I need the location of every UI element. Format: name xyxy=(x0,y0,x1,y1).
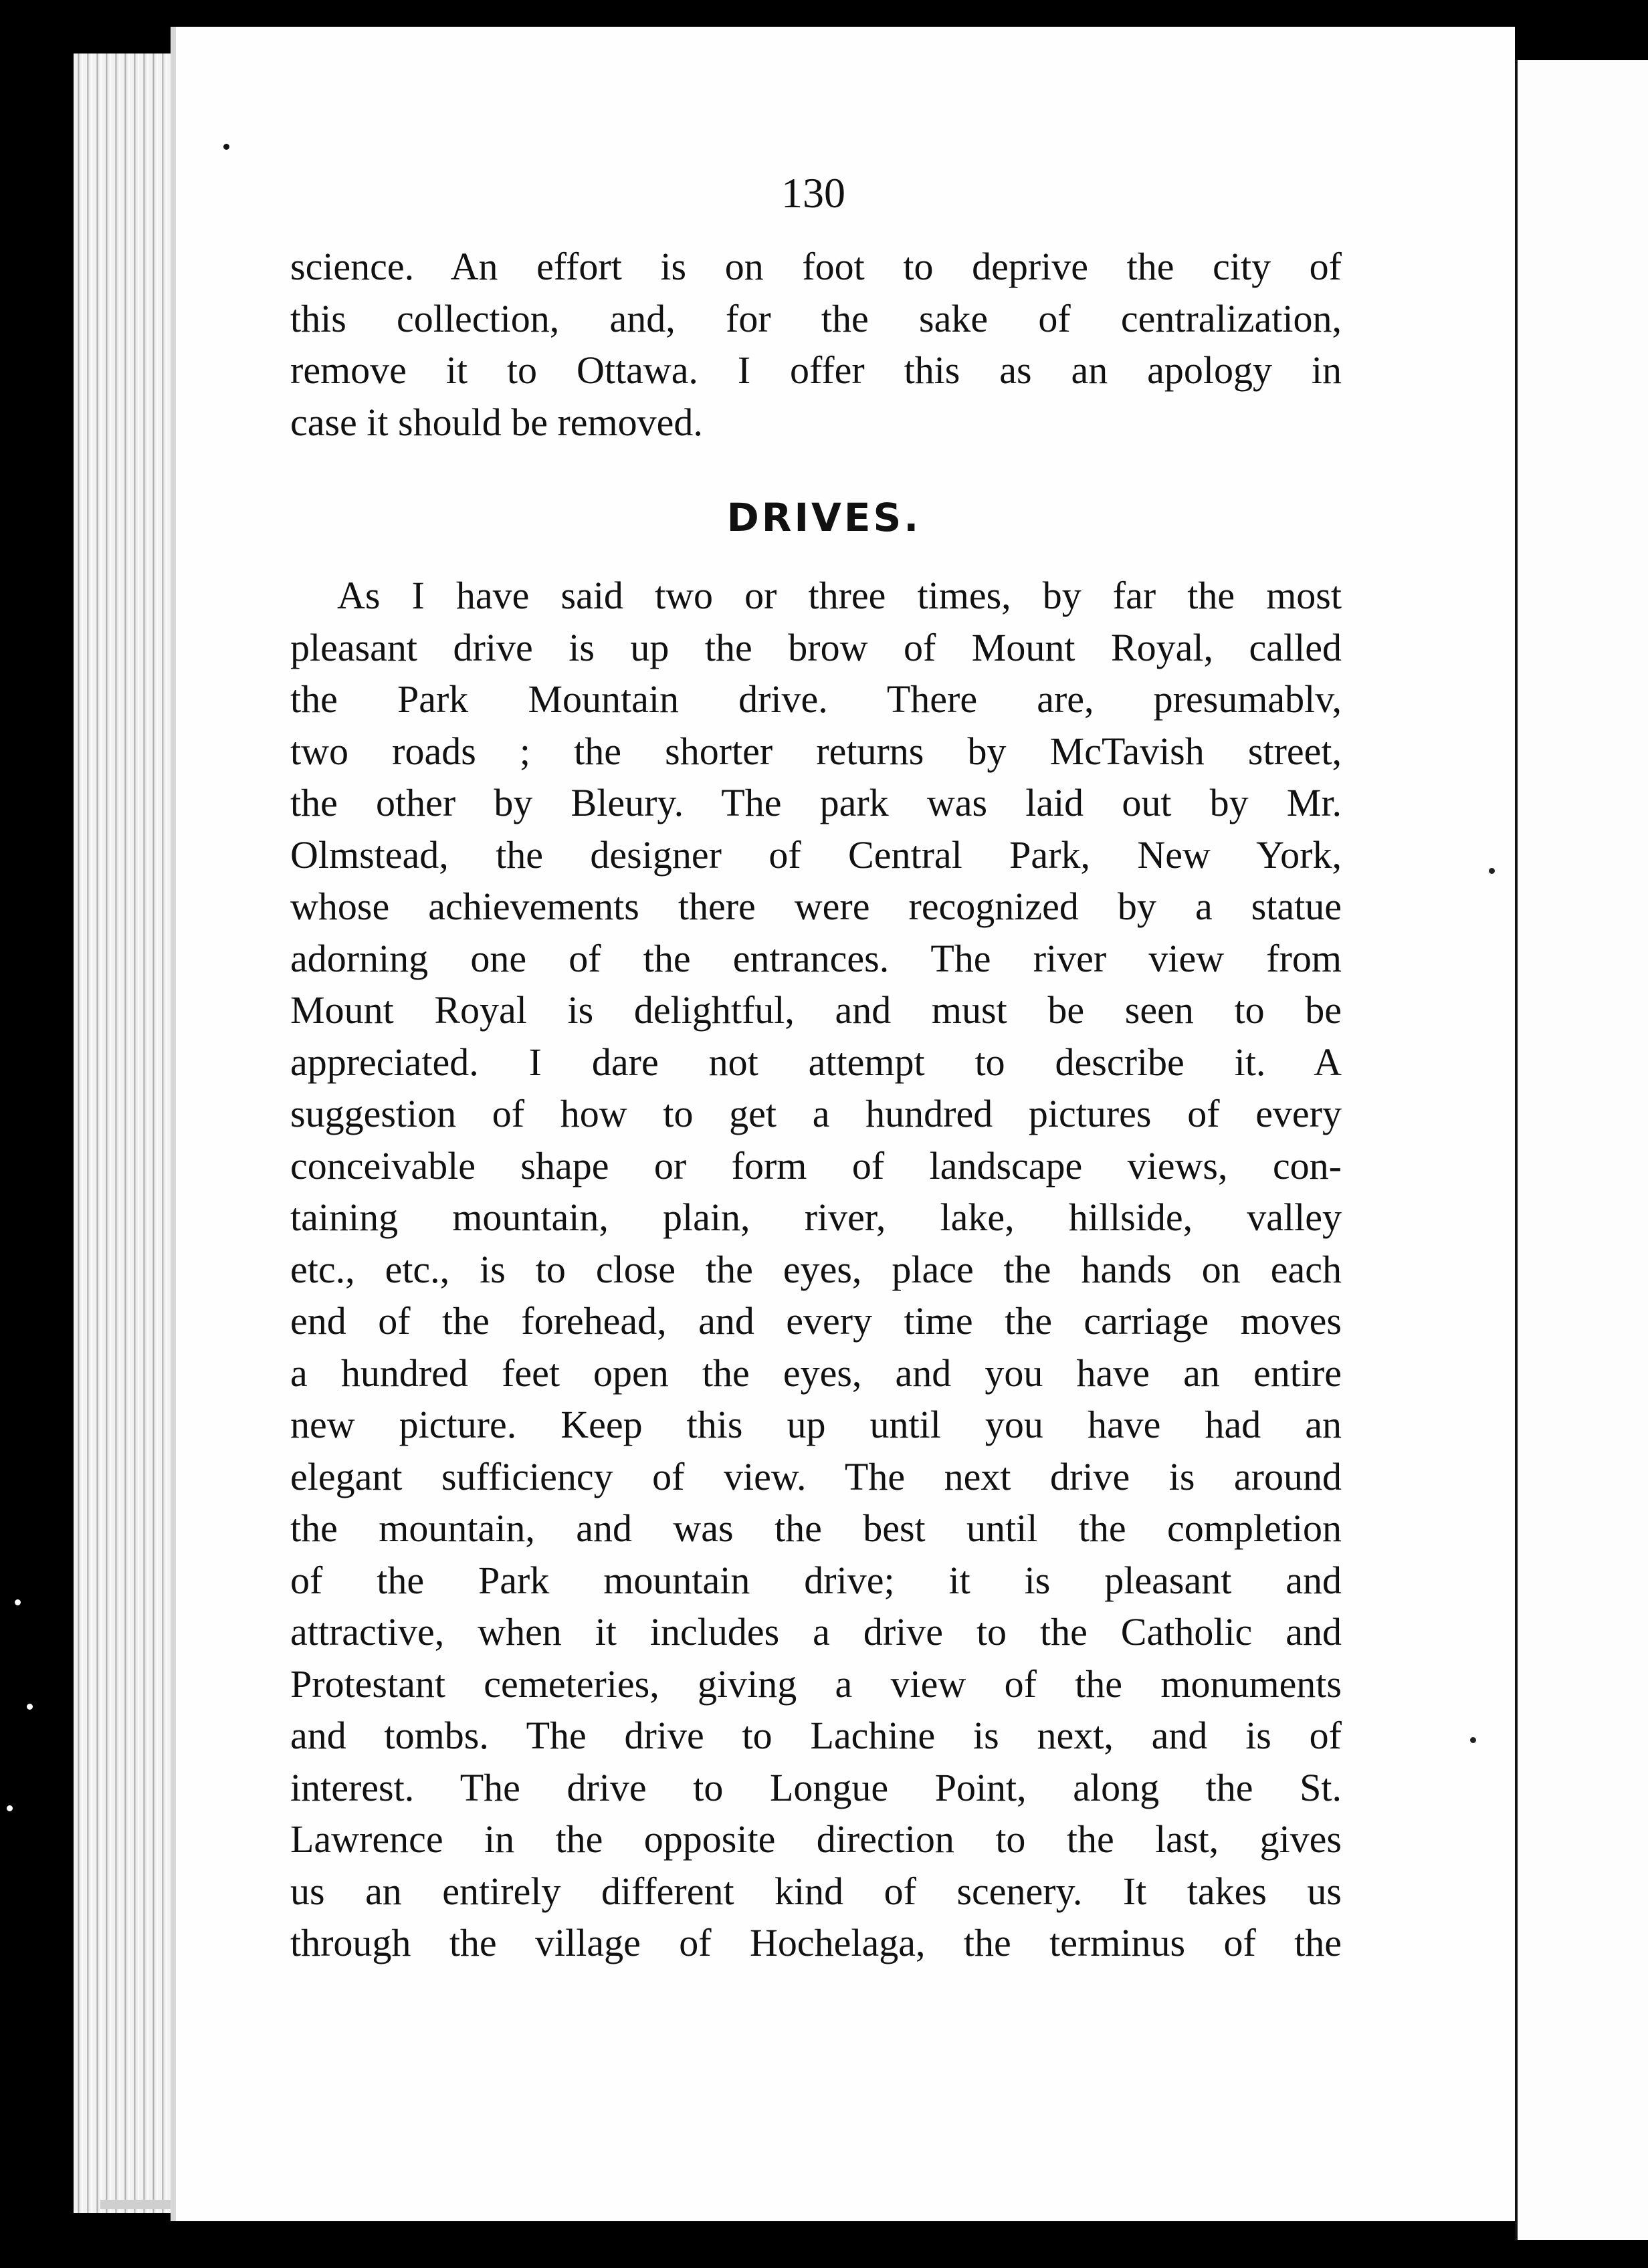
page-number: 130 xyxy=(781,169,845,217)
text-line: and tombs. The drive to Lachine is next, and is of xyxy=(290,1714,1342,1757)
text-line: whose achievements there were recognized by a statue xyxy=(290,885,1342,928)
text-line: interest. The drive to Longue Point, along the St. xyxy=(290,1765,1342,1809)
scan-speck xyxy=(1489,868,1495,874)
text-line: through the village of Hochelaga, the terminus of the xyxy=(290,1921,1342,1964)
drives-paragraph xyxy=(290,570,1342,1969)
text-line: the mountain, and was the best until the completion xyxy=(290,1506,1342,1550)
text-line: new picture. Keep this up until you have had an xyxy=(290,1403,1342,1446)
scan-speck xyxy=(7,1805,13,1811)
text-line: pleasant drive is up the brow of Mount Royal, called xyxy=(290,625,1342,669)
text-line: etc., etc., is to close the eyes, place the hands on each xyxy=(290,1247,1342,1291)
text-line: Olmstead, the designer of Central Park, New York, xyxy=(290,832,1342,877)
text-line: remove it to Ottawa. I offer this as an apology in xyxy=(290,348,1342,392)
text-line: case it should be removed. xyxy=(290,400,703,444)
text-line: of the Park mountain drive; it is pleasant and xyxy=(290,1558,1342,1602)
intro-paragraph xyxy=(290,241,1342,448)
text-line: elegant sufficiency of view. The next drive is around xyxy=(290,1454,1342,1498)
text-line: Mount Royal is delightful, and must be seen to be xyxy=(290,988,1342,1032)
scan-speck xyxy=(15,1599,21,1605)
text-line: this collection, and, for the sake of centralization, xyxy=(290,296,1342,340)
text-line: a hundred feet open the eyes, and you have an entire xyxy=(290,1351,1342,1395)
stacked-page-edges xyxy=(74,53,181,2213)
text-line: science. An effort is on foot to deprive the city of xyxy=(290,245,1342,288)
scan-speck xyxy=(223,144,229,150)
text-line: the other by Bleury. The park was laid out by Mr. xyxy=(290,781,1342,824)
text-line: two roads ; the shorter returns by McTavish street, xyxy=(290,729,1342,773)
text-line: the Park Mountain drive. There are, presumablv, xyxy=(290,677,1342,721)
scan-speck xyxy=(27,1704,33,1710)
scan-speck xyxy=(1470,1737,1476,1743)
section-heading: DRIVES. xyxy=(726,495,922,540)
text-line: end of the forehead, and every time the carriage moves xyxy=(290,1299,1342,1343)
facing-page-edge xyxy=(1515,60,1648,2240)
text-line: us an entirely different kind of scenery. It takes us xyxy=(290,1869,1342,1913)
text-line: appreciated. I dare not attempt to describe it. A xyxy=(290,1040,1342,1084)
text-line: As I have said two or three times, by far the most xyxy=(337,574,1342,617)
text-line: conceivable shape or form of landscape views, con- xyxy=(290,1143,1342,1187)
text-line: Protestant cemeteries, giving a view of the monuments xyxy=(290,1662,1342,1706)
text-line: attractive, when it includes a drive to the Catholic and xyxy=(290,1610,1342,1654)
text-line: taining mountain, plain, river, lake, hillside, valley xyxy=(290,1196,1342,1239)
text-line: adorning one of the entrances. The river view from xyxy=(290,936,1342,980)
text-line: suggestion of how to get a hundred pictures of every xyxy=(290,1092,1342,1135)
text-line: Lawrence in the opposite direction to the last, gives xyxy=(290,1817,1342,1861)
